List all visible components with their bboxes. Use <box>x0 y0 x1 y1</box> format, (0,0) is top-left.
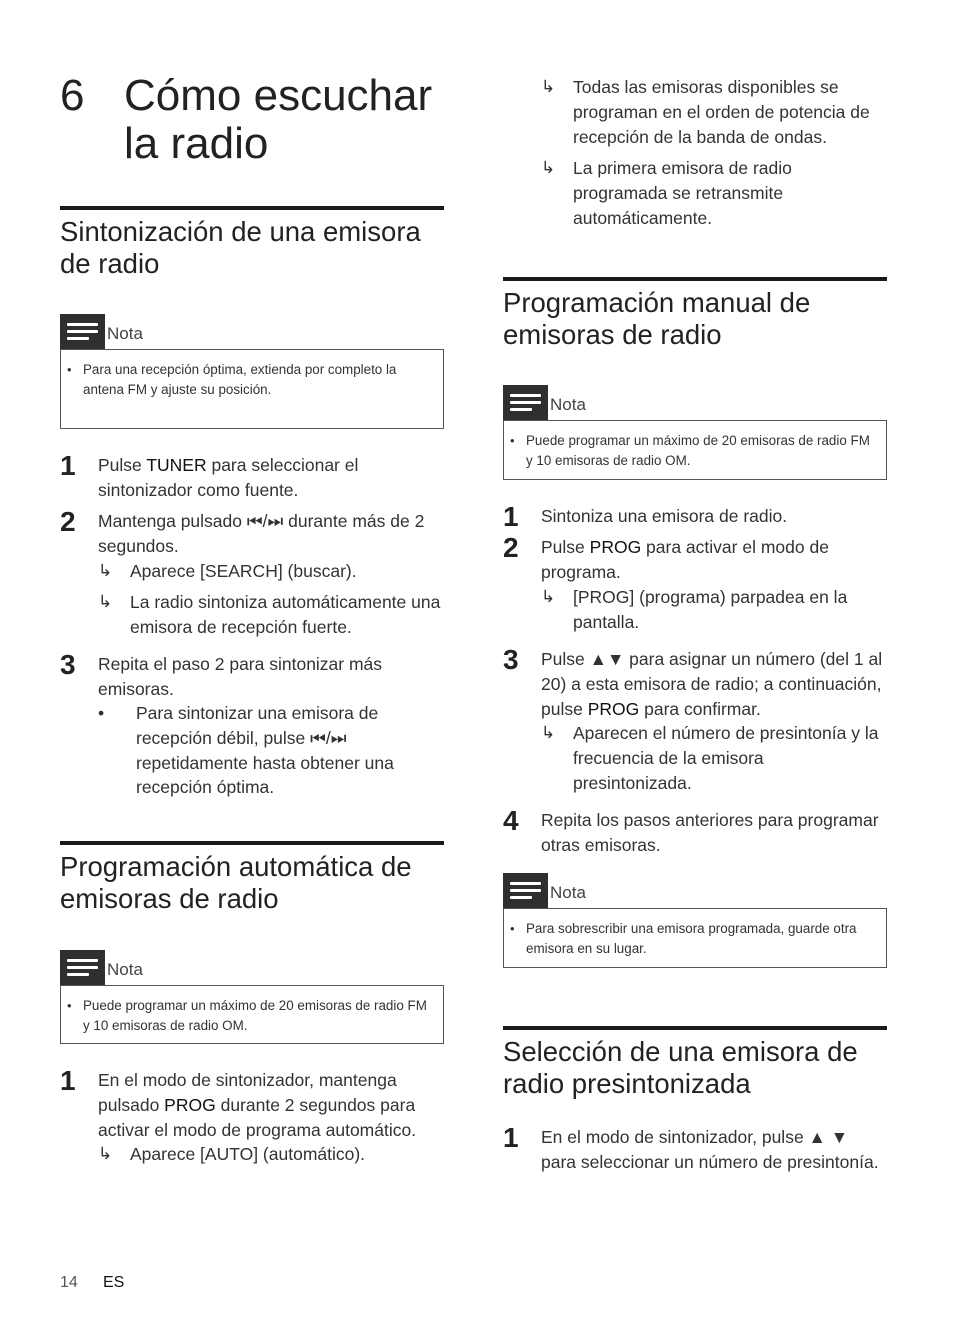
keyword: PROG <box>587 698 640 719</box>
bullet: • <box>67 362 72 377</box>
result-text: Aparece [SEARCH] (buscar). <box>130 561 357 581</box>
section-title-preset: Selección de una emisora de radio presintonizada <box>503 1036 858 1099</box>
result-text: Aparecen el número de presintonía y la frecuencia de la emisora presintonizada. <box>573 723 879 793</box>
chapter-title: Cómo escuchar la radio <box>124 71 433 168</box>
step <box>503 501 887 532</box>
note-label: Nota <box>107 324 143 343</box>
bullet-item <box>60 701 444 800</box>
result-text: Todas las emisoras disponibles se programan en el orden de potencia de recepción de la banda de ondas. <box>573 77 870 147</box>
step-number: 1 <box>503 501 519 532</box>
step-number: 4 <box>503 805 519 836</box>
note-header <box>503 873 887 909</box>
note-icon <box>503 873 548 909</box>
result-item <box>60 559 444 584</box>
note-label: Nota <box>107 960 143 979</box>
page-footer <box>60 1274 125 1292</box>
result-text: Aparece [AUTO] (automático). <box>130 1144 366 1164</box>
result-item <box>503 75 887 149</box>
note-box <box>60 985 444 1044</box>
keyword: TUNER <box>146 455 207 475</box>
bullet-text: Para sintonizar una emisora de recepción débil, pulse ⏮/⏭ repetidamente hasta obtener una recepción óptima. <box>136 703 394 798</box>
note-text: Para una recepción óptima, extienda por completo la antena FM y ajuste su posición. <box>83 362 397 397</box>
step-text: Mantenga pulsado ⏮/⏭ durante más de 2 segundos. <box>98 511 425 556</box>
result-text: La radio sintoniza automáticamente una emisora de recepción fuerte. <box>130 592 441 637</box>
result-text: La primera emisora de radio programada se retransmite automáticamente. <box>573 158 792 228</box>
step <box>60 506 444 559</box>
section-rule <box>60 206 444 210</box>
note-header <box>60 314 444 350</box>
up-down-icon: ▲▼ <box>589 649 625 669</box>
note-header <box>503 385 887 421</box>
arrow-icon: ↳ <box>98 561 113 580</box>
arrow-icon: ↳ <box>98 1144 113 1163</box>
result-item <box>60 590 444 640</box>
step-text: Pulse TUNER para seleccionar el sintonizador como fuente. <box>98 455 359 500</box>
step-text: Repita los pasos anteriores para programar otras emisoras. <box>541 810 879 855</box>
step <box>60 450 444 503</box>
note-box <box>503 908 887 968</box>
step-text: Pulse PROG para activar el modo de programa. <box>541 537 829 582</box>
down-icon: ▼ <box>830 1127 849 1147</box>
step <box>503 1122 887 1175</box>
step-text: En el modo de sintonizador, pulse ▲ ▼ para seleccionar un número de presintonía. <box>541 1127 879 1172</box>
step-number: 1 <box>60 450 76 481</box>
note-text: Para sobrescribir una emisora programada, guarde otra emisora en su lugar. <box>526 921 857 956</box>
note-header <box>60 950 444 986</box>
arrow-icon: ↳ <box>541 723 556 742</box>
page-number: 14 <box>60 1274 78 1291</box>
result-item <box>503 721 887 795</box>
note-icon <box>503 385 548 421</box>
section-rule <box>60 841 444 845</box>
bullet: • <box>67 998 72 1013</box>
step-text: En el modo de sintonizador, mantenga pulsado PROG durante 2 segundos para activar el modo de programa automático. <box>98 1070 417 1140</box>
up-icon: ▲ <box>808 1127 826 1147</box>
keyword: PROG <box>164 1094 216 1115</box>
seek-icon: ⏮/⏭ <box>310 727 347 748</box>
arrow-icon: ↳ <box>541 77 556 96</box>
step <box>503 805 887 858</box>
note-label: Nota <box>550 395 586 414</box>
result-item <box>60 1142 444 1167</box>
step-number: 2 <box>503 532 519 563</box>
note-text: Puede programar un máximo de 20 emisoras de radio FM y 10 emisoras de radio OM. <box>526 433 870 468</box>
note-text: Puede programar un máximo de 20 emisoras de radio FM y 10 emisoras de radio OM. <box>83 998 427 1033</box>
keyword: PROG <box>589 537 642 557</box>
bullet: • <box>510 921 515 936</box>
language-code: ES <box>103 1274 125 1291</box>
chapter-heading <box>60 72 444 172</box>
step <box>60 1065 444 1142</box>
section-title-manual: Programación manual de emisoras de radio <box>503 287 811 350</box>
result-text: [PROG] (programa) parpadea en la pantalla. <box>573 587 848 632</box>
step-number: 3 <box>503 644 519 675</box>
note-box <box>503 420 887 480</box>
step <box>503 644 887 721</box>
note-label: Nota <box>550 883 586 902</box>
chapter-number: 6 <box>60 71 85 120</box>
section-title-auto: Programación automática de emisoras de radio <box>60 851 412 914</box>
note-icon <box>60 314 105 350</box>
step-number: 3 <box>60 649 76 680</box>
section-rule <box>503 1026 887 1030</box>
bullet: • <box>98 703 105 723</box>
section-title-tuning: Sintonización de una emisora de radio <box>60 216 421 279</box>
note-icon <box>60 950 105 986</box>
step-number: 2 <box>60 506 76 537</box>
step-text: Sintoniza una emisora de radio. <box>541 506 788 526</box>
bullet: • <box>510 433 515 448</box>
note-box <box>60 349 444 429</box>
arrow-icon: ↳ <box>541 158 556 177</box>
seek-icon: ⏮/⏭ <box>246 511 284 531</box>
step-number: 1 <box>60 1065 76 1096</box>
step-number: 1 <box>503 1122 519 1153</box>
step-text: Pulse ▲▼ para asignar un número (del 1 al 20) a esta emisora de radio; a continuación, pulse PROG para confirmar. <box>541 649 883 719</box>
step <box>503 532 887 585</box>
section-rule <box>503 277 887 281</box>
result-item <box>503 156 887 230</box>
step-text: Repita el paso 2 para sintonizar más emisoras. <box>98 654 383 699</box>
step <box>60 649 444 702</box>
arrow-icon: ↳ <box>98 592 113 611</box>
arrow-icon: ↳ <box>541 587 556 606</box>
result-item <box>503 585 887 635</box>
